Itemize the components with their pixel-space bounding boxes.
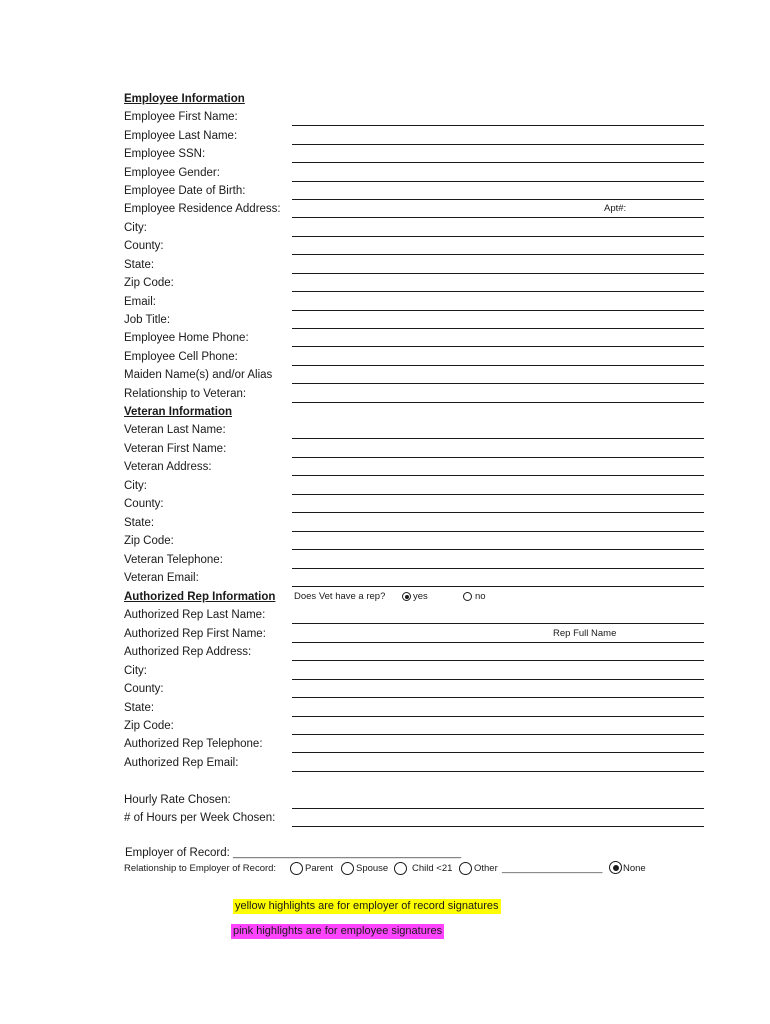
- field-employee-gender[interactable]: [292, 181, 704, 182]
- field-job-title[interactable]: [292, 328, 704, 329]
- field-veteran-address[interactable]: [292, 475, 704, 476]
- label-veteran-address: Veteran Address:: [124, 461, 212, 473]
- radio-none-label: None: [623, 863, 646, 874]
- radio-yes[interactable]: [402, 592, 411, 601]
- field-veteran-zip[interactable]: [292, 549, 704, 550]
- label-veteran-county: County:: [124, 498, 164, 510]
- radio-child-label: Child <21: [412, 863, 453, 874]
- field-rep-last-name[interactable]: [292, 623, 704, 624]
- apt-label: Apt#:: [604, 203, 627, 214]
- label-employee-residence-address: Employee Residence Address:: [124, 203, 281, 215]
- field-relationship-to-veteran[interactable]: [292, 402, 704, 403]
- yellow-highlight-note: yellow highlights are for employer of record signatures: [235, 900, 499, 912]
- authorized-rep-heading: Authorized Rep Information: [124, 591, 276, 603]
- label-hourly-rate: Hourly Rate Chosen:: [124, 794, 231, 806]
- label-employee-zip: Zip Code:: [124, 277, 174, 289]
- field-rep-city[interactable]: [292, 679, 704, 680]
- field-employee-state[interactable]: [292, 273, 704, 274]
- label-rep-county: County:: [124, 683, 164, 695]
- rep-full-name-label: Rep Full Name: [553, 628, 617, 639]
- field-hourly-rate[interactable]: [292, 808, 704, 809]
- label-rep-city: City:: [124, 665, 147, 677]
- field-employee-last-name[interactable]: [292, 144, 704, 145]
- field-rep-zip[interactable]: [292, 734, 704, 735]
- label-veteran-city: City:: [124, 480, 147, 492]
- field-employee-cell-phone[interactable]: [292, 365, 704, 366]
- label-employee-last-name: Employee Last Name:: [124, 130, 238, 142]
- label-employee-email: Email:: [124, 296, 156, 308]
- field-employee-county[interactable]: [292, 254, 704, 255]
- label-veteran-state: State:: [124, 517, 155, 529]
- label-rep-last-name: Authorized Rep Last Name:: [124, 609, 266, 621]
- radio-no-label: no: [475, 591, 486, 602]
- label-relationship-to-veteran: Relationship to Veteran:: [124, 388, 247, 400]
- radio-spouse-label: Spouse: [356, 863, 389, 874]
- field-veteran-telephone[interactable]: [292, 568, 704, 569]
- label-rep-address: Authorized Rep Address:: [124, 646, 252, 658]
- field-veteran-last-name[interactable]: [292, 438, 704, 439]
- relationship-to-employer-label: Relationship to Employer of Record:: [124, 863, 277, 874]
- field-rep-county[interactable]: [292, 697, 704, 698]
- veteran-information-heading: Veteran Information: [124, 406, 232, 418]
- field-rep-address[interactable]: [292, 660, 704, 661]
- field-rep-first-name[interactable]: [292, 642, 704, 643]
- employer-of-record-text: Employer of Record:: [125, 847, 230, 859]
- field-employee-first-name[interactable]: [292, 125, 704, 126]
- field-employee-dob[interactable]: [292, 199, 704, 200]
- field-maiden-names[interactable]: [292, 383, 704, 384]
- radio-other[interactable]: [459, 862, 472, 875]
- radio-yes-label: yes: [413, 591, 428, 602]
- field-hours-per-week[interactable]: [292, 826, 704, 827]
- radio-child[interactable]: [394, 862, 407, 875]
- label-veteran-first-name: Veteran First Name:: [124, 443, 227, 455]
- label-employee-ssn: Employee SSN:: [124, 148, 206, 160]
- label-veteran-last-name: Veteran Last Name:: [124, 424, 226, 436]
- pink-highlight-note: pink highlights are for employee signatures: [233, 925, 443, 937]
- label-employee-state: State:: [124, 259, 155, 271]
- label-rep-telephone: Authorized Rep Telephone:: [124, 738, 263, 750]
- field-rep-state[interactable]: [292, 716, 704, 717]
- radio-parent[interactable]: [290, 862, 303, 875]
- label-employee-first-name: Employee First Name:: [124, 111, 238, 123]
- radio-no[interactable]: [463, 592, 472, 601]
- radio-none[interactable]: [609, 861, 622, 874]
- label-employee-home-phone: Employee Home Phone:: [124, 332, 249, 344]
- field-veteran-first-name[interactable]: [292, 457, 704, 458]
- label-employee-city: City:: [124, 222, 147, 234]
- label-veteran-telephone: Veteran Telephone:: [124, 554, 223, 566]
- field-employee-city[interactable]: [292, 236, 704, 237]
- label-rep-first-name: Authorized Rep First Name:: [124, 628, 266, 640]
- radio-other-label: Other: [474, 863, 498, 874]
- label-employee-county: County:: [124, 240, 164, 252]
- other-underline[interactable]: ___________________: [502, 863, 603, 874]
- label-employee-cell-phone: Employee Cell Phone:: [124, 351, 238, 363]
- radio-spouse[interactable]: [341, 862, 354, 875]
- rep-question: Does Vet have a rep?: [294, 591, 386, 602]
- field-veteran-state[interactable]: [292, 531, 704, 532]
- label-employee-dob: Employee Date of Birth:: [124, 185, 246, 197]
- employer-of-record-underline[interactable]: _________________________________________: [233, 848, 462, 859]
- field-employee-email[interactable]: [292, 310, 704, 311]
- field-employee-residence-address[interactable]: [292, 217, 704, 218]
- label-rep-zip: Zip Code:: [124, 720, 174, 732]
- label-veteran-zip: Zip Code:: [124, 535, 174, 547]
- radio-parent-label: Parent: [305, 863, 333, 874]
- field-rep-telephone[interactable]: [292, 752, 704, 753]
- field-veteran-city[interactable]: [292, 494, 704, 495]
- field-veteran-email[interactable]: [292, 586, 704, 587]
- field-employee-zip[interactable]: [292, 291, 704, 292]
- label-rep-email: Authorized Rep Email:: [124, 757, 239, 769]
- field-employee-home-phone[interactable]: [292, 346, 704, 347]
- label-hours-per-week: # of Hours per Week Chosen:: [124, 812, 276, 824]
- employer-of-record-label: [125, 846, 461, 861]
- employee-information-heading: Employee Information: [124, 93, 245, 105]
- label-maiden-names: Maiden Name(s) and/or Alias: [124, 369, 273, 381]
- field-rep-email[interactable]: [292, 771, 704, 772]
- field-employee-ssn[interactable]: [292, 162, 704, 163]
- label-employee-gender: Employee Gender:: [124, 167, 220, 179]
- label-rep-state: State:: [124, 702, 155, 714]
- label-job-title: Job Title:: [124, 314, 171, 326]
- label-veteran-email: Veteran Email:: [124, 572, 199, 584]
- field-veteran-county[interactable]: [292, 512, 704, 513]
